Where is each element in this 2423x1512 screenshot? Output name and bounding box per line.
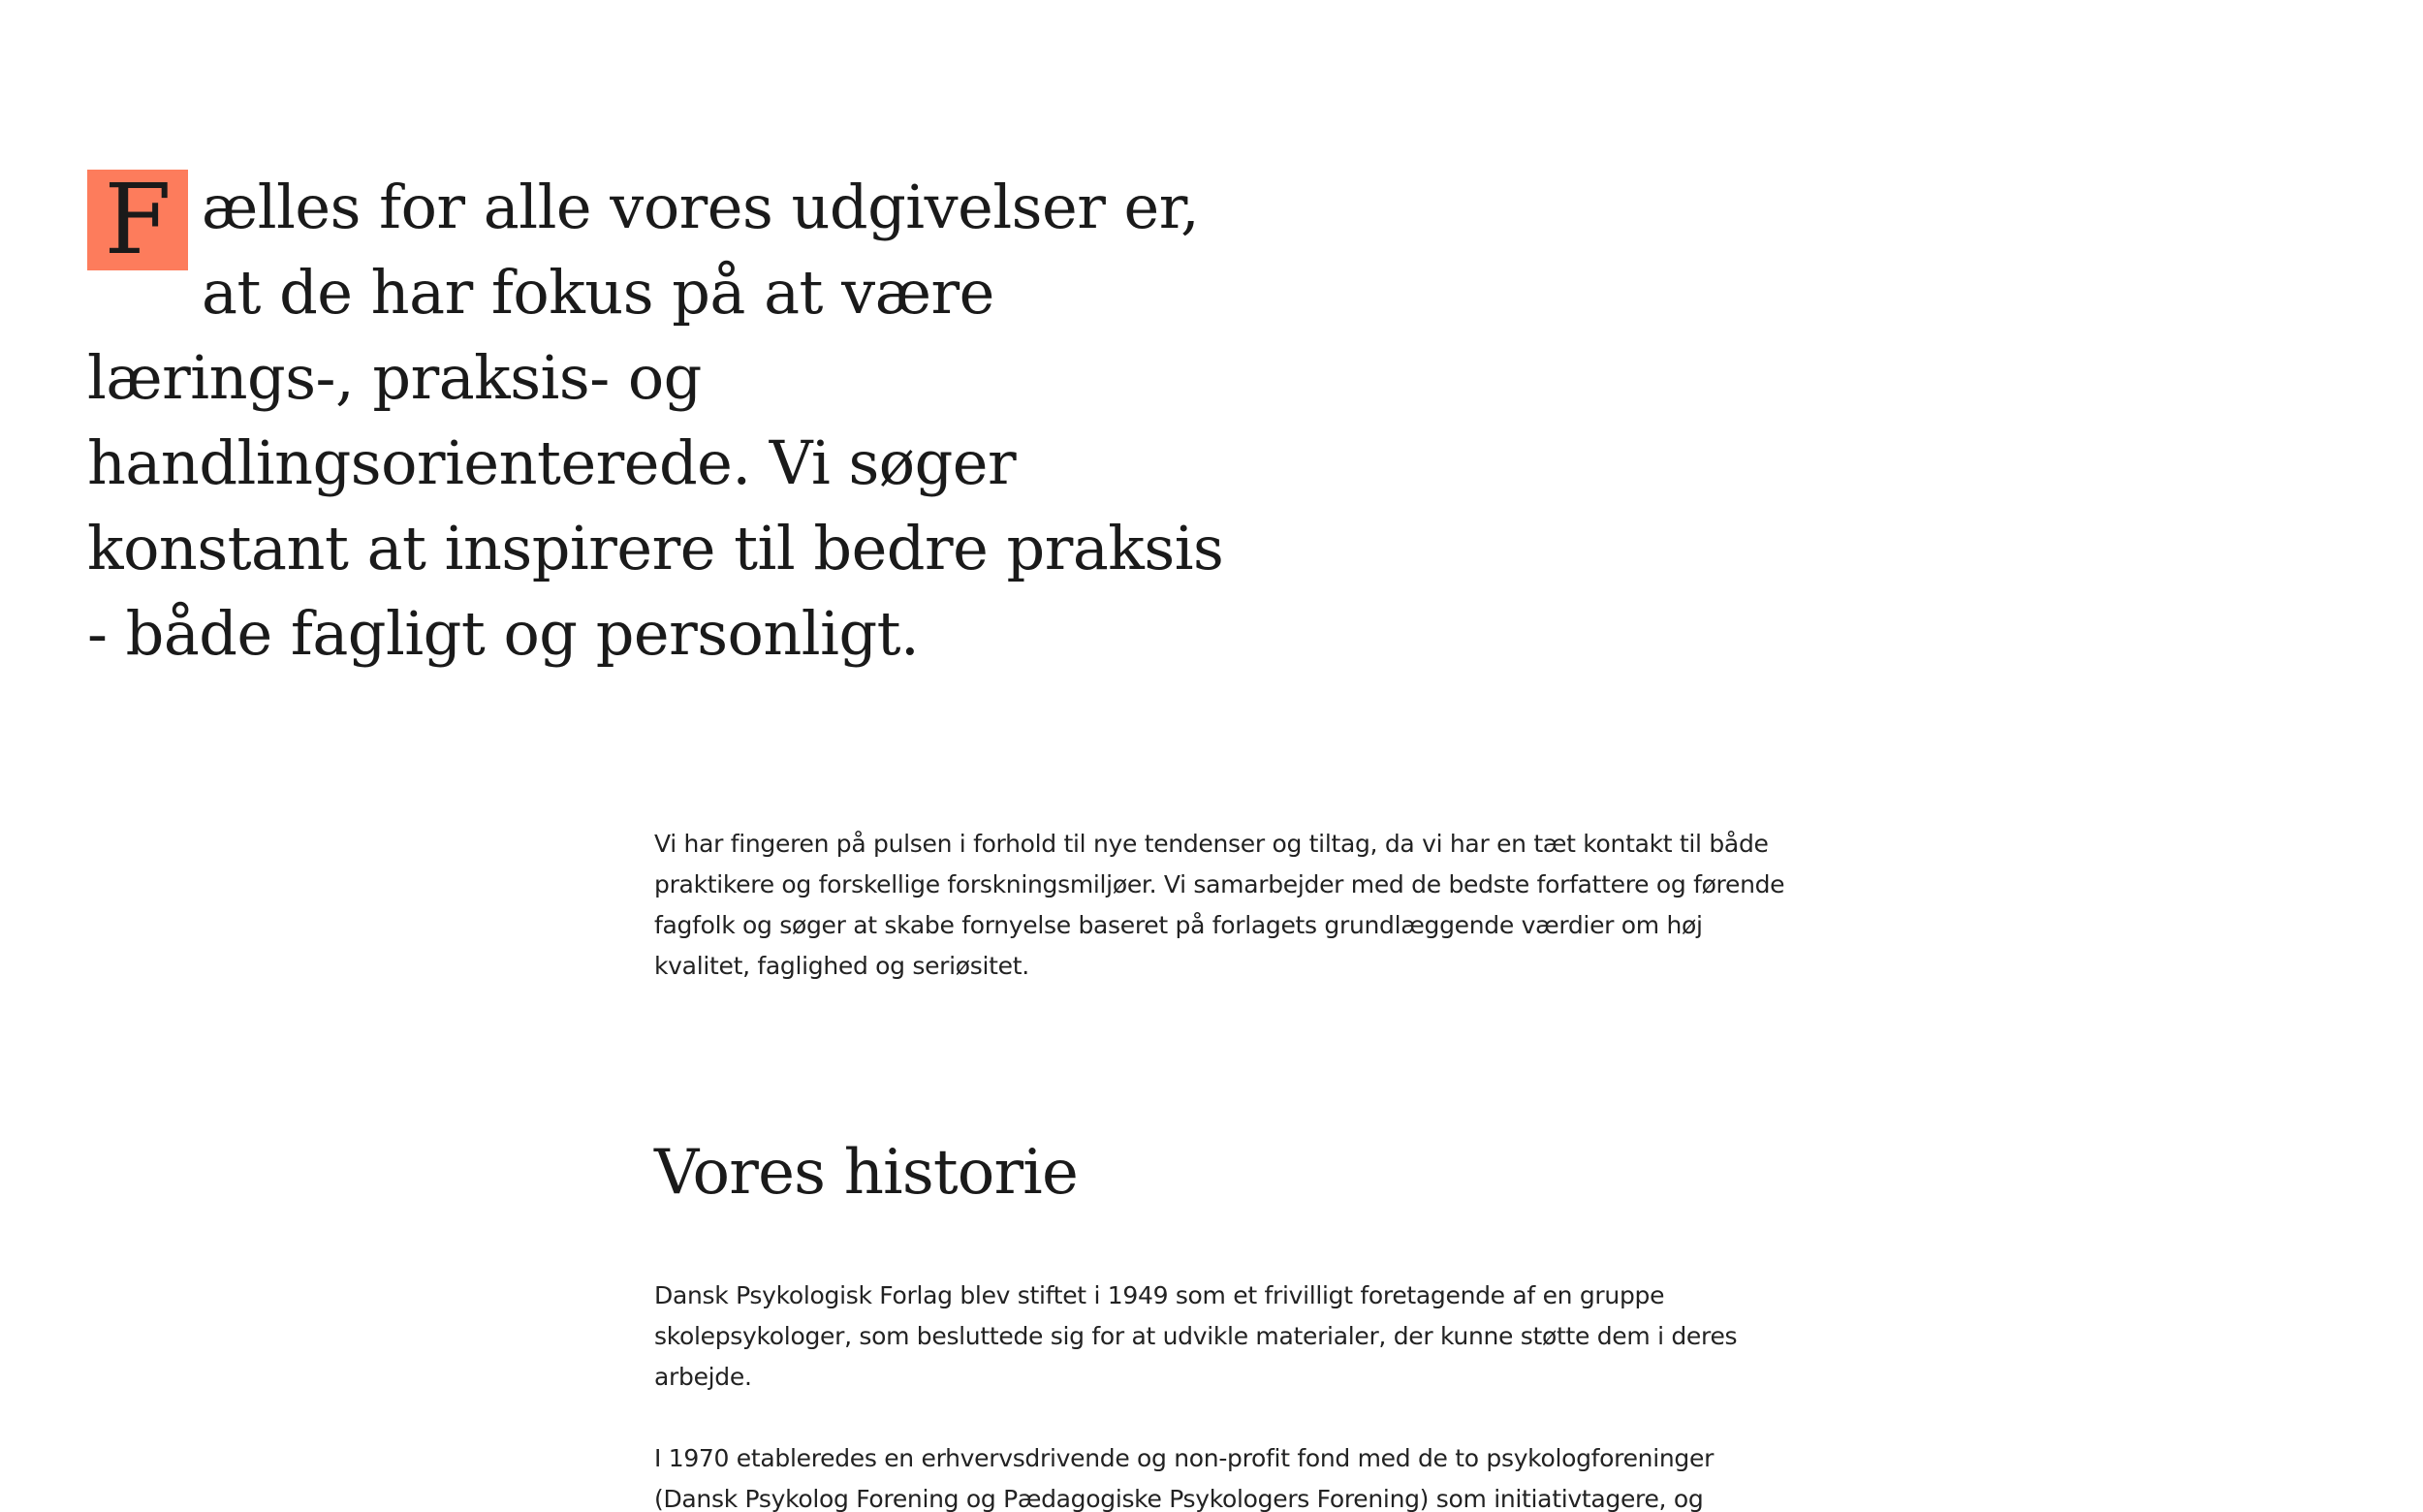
lead-quote bbox=[87, 165, 1250, 677]
intro-paragraph: Vi har fingeren på pulsen i forhold til nye tendenser og tiltag, da vi har en tæt kontakt til både praktikere og forskellige forskningsmiljøer. Vi samarbejder med de bedste forfattere og førende fagfolk og søger at skabe fornyelse baseret på forlagets grundlæggende værdier om høj kvalitet, faglighed og seriøsitet. bbox=[654, 830, 1785, 980]
dropcap-letter: F bbox=[87, 170, 188, 270]
lead-text: ælles for alle vores udgivelser er, at de har fokus på at være lærings-, praksis- og handlingsorienterede. Vi søger konstant at inspirere til bedre praksis - både fagligt og personligt. bbox=[87, 172, 1224, 669]
section-title-history: Vores historie bbox=[654, 1137, 1079, 1209]
history-paragraph-2: I 1970 etableredes en erhvervsdrivende og non-profit fond med de to psykologforeninger (Dansk Psykolog Forening og Pædagogiske Psykologers Forening) som initiativtagere, og bbox=[654, 1444, 1715, 1512]
history-paragraph-1: Dansk Psykologisk Forlag blev stiftet i 1949 som et frivilligt foretagende af en gruppe skolepsykologer, som besluttede sig for at udvikle materialer, der kunne støtte dem i deres arbejde. bbox=[654, 1281, 1738, 1391]
